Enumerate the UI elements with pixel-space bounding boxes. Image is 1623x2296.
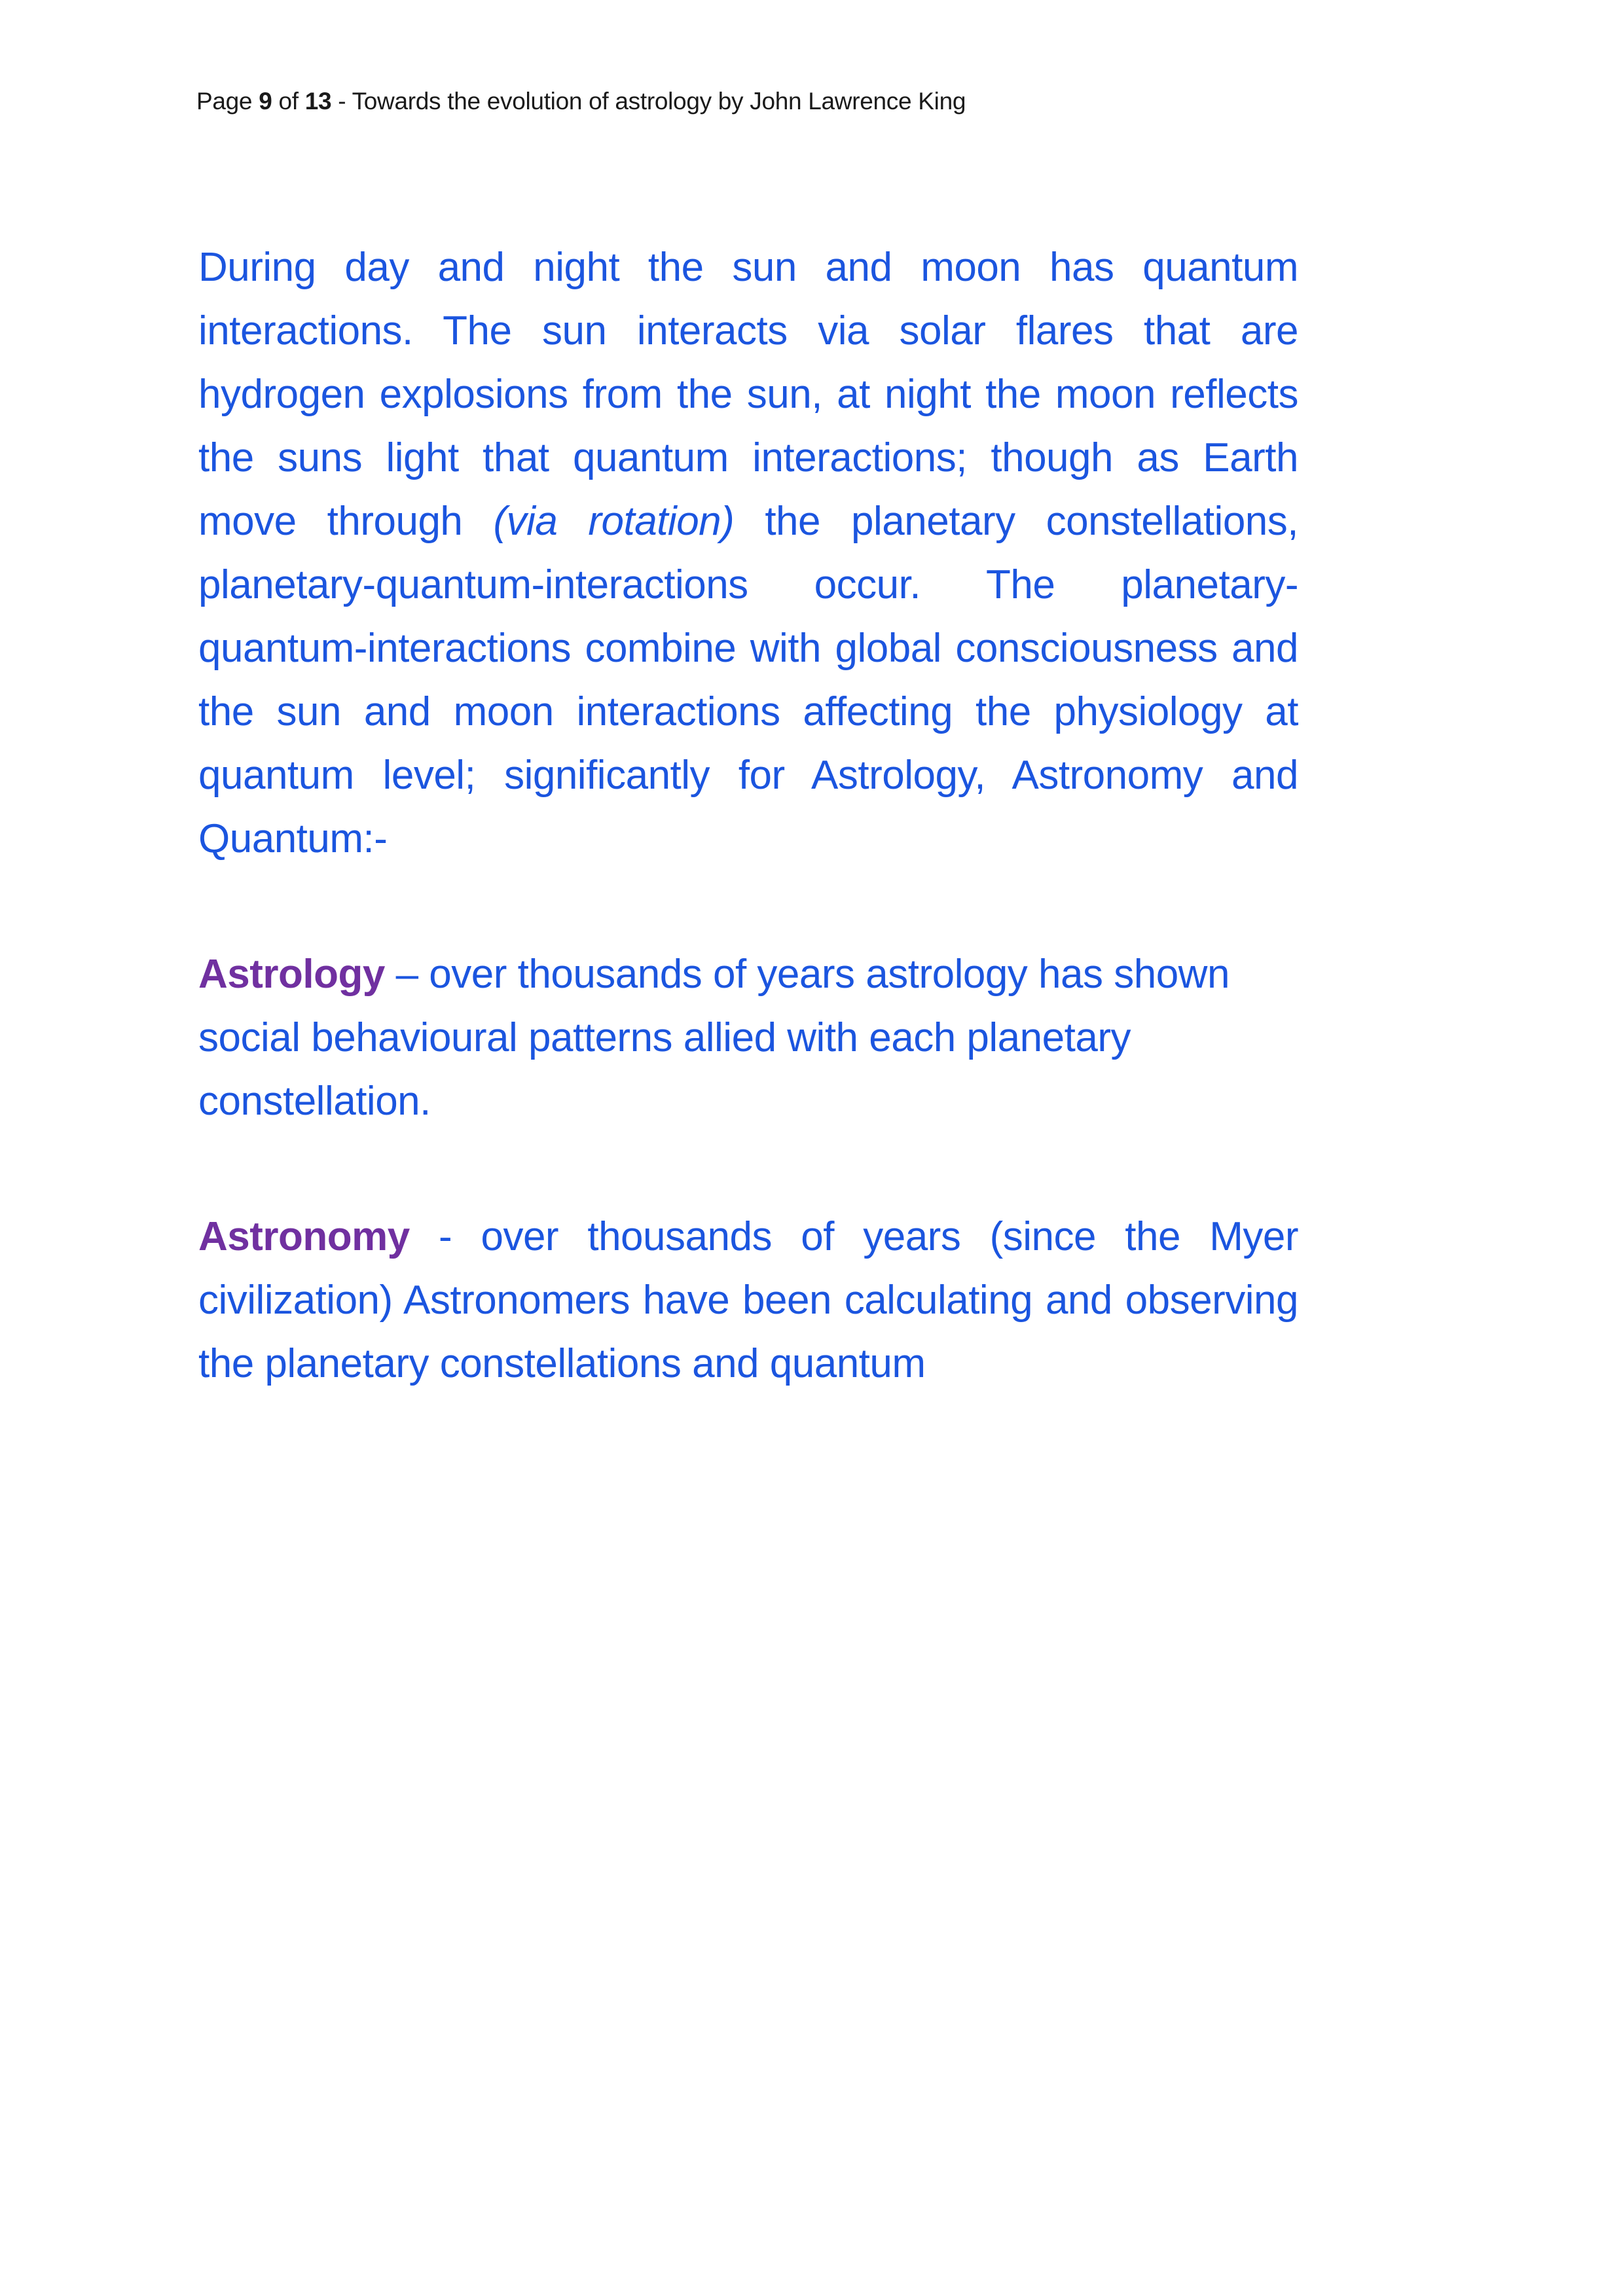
body-text-run: the planetary constellations, planetary-quantum-interactions occur. The planetary-quantum-interactions combine with global consciousness and the sun and moon interactions affecting the physiology at quantum level; significantly for Astrology, Astronomy and Quantum:- xyxy=(198,499,1309,861)
paragraph-astrology xyxy=(198,942,1298,1133)
paragraph-intro xyxy=(198,236,1309,870)
term-astronomy: Astronomy xyxy=(198,1214,410,1259)
header-text-run: Page xyxy=(196,88,259,115)
body-italic-run: (via rotation) xyxy=(493,499,735,544)
body-text-run: – over thousands of years astrology has shown social behavioural patterns allied with each planetary constellation. xyxy=(198,952,1241,1124)
body-text-run: - over thousands of years (since the Myer civilization) Astronomers have been calculating and observing the planetary constellations and quantum xyxy=(198,1214,1309,1386)
document-text-block xyxy=(198,236,1309,1467)
header-page-total: 13 xyxy=(304,88,332,115)
header-title-text: - Towards the evolution of astrology by John Lawrence King xyxy=(331,88,966,115)
header-text-run: of xyxy=(272,88,305,115)
header-page-number: 9 xyxy=(259,88,272,115)
paragraph-astronomy xyxy=(198,1205,1309,1395)
body-text-run: During day and night the sun and moon has quantum interactions. The sun interacts via solar flares that are hydrogen explosions from the sun, at night the moon reflects the suns light that quantum interactions; though as Earth move through xyxy=(198,245,1309,544)
page-header xyxy=(196,87,966,116)
term-astrology: Astrology xyxy=(198,952,385,997)
